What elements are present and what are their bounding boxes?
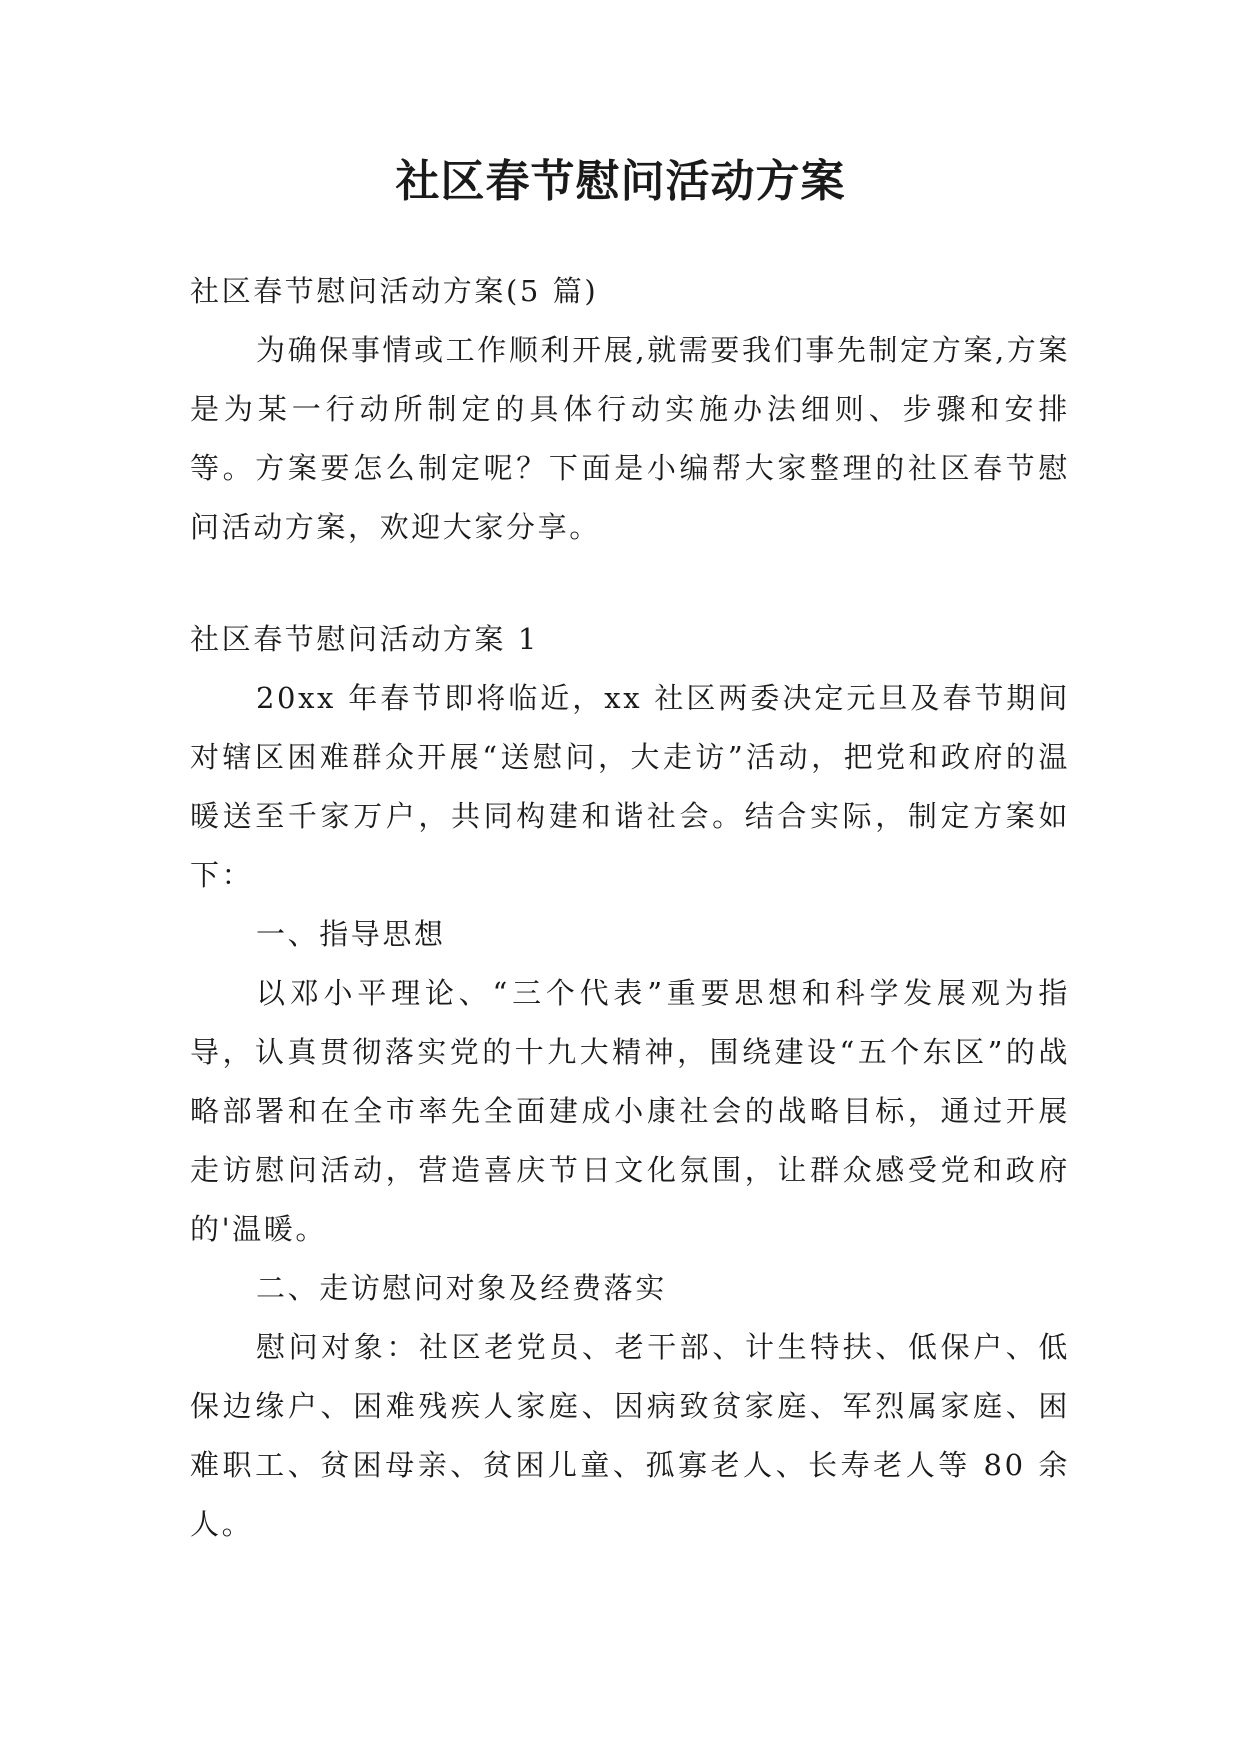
intro-paragraph: 为确保事情或工作顺利开展,就需要我们事先制定方案,方案是为某一行动所制定的具体行动实施办法细则、步骤和安排等。方案要怎么制定呢？下面是小编帮大家整理的社区春节慰问活动方案，欢迎大家分享。 bbox=[190, 333, 1070, 544]
visit-targets-paragraph: 慰问对象：社区老党员、老干部、计生特扶、低保户、低保边缘户、困难残疾人家庭、因病致贫家庭、军烈属家庭、困难职工、贫困母亲、贫困儿童、孤寡老人、长寿老人等 80 余人。 bbox=[190, 1330, 1070, 1541]
subtitle-paragraph: 社区春节慰问活动方案(5 篇) bbox=[190, 274, 599, 308]
section-heading-plan-1: 社区春节慰问活动方案 1 bbox=[190, 622, 539, 656]
heading-guiding-ideology: 一、指导思想 bbox=[256, 917, 446, 951]
document-body bbox=[190, 262, 1070, 1554]
section-spacer bbox=[190, 557, 1070, 610]
heading-visit-targets-funding: 二、走访慰问对象及经费落实 bbox=[256, 1271, 667, 1305]
plan-1-intro-paragraph: 20xx 年春节即将临近，xx 社区两委决定元旦及春节期间对辖区困难群众开展“送慰问，大走访”活动，把党和政府的温暖送至千家万户，共同构建和谐社会。结合实际，制定方案如下： bbox=[190, 681, 1070, 892]
guiding-ideology-paragraph: 以邓小平理论、“三个代表”重要思想和科学发展观为指导，认真贯彻落实党的十九大精神，围绕建设“五个东区”的战略部署和在全市率先全面建成小康社会的战略目标，通过开展走访慰问活动，营造喜庆节日文化氛围，让群众感受党和政府的'温暖。 bbox=[190, 976, 1070, 1246]
document-title: 社区春节慰问活动方案 bbox=[395, 156, 846, 207]
